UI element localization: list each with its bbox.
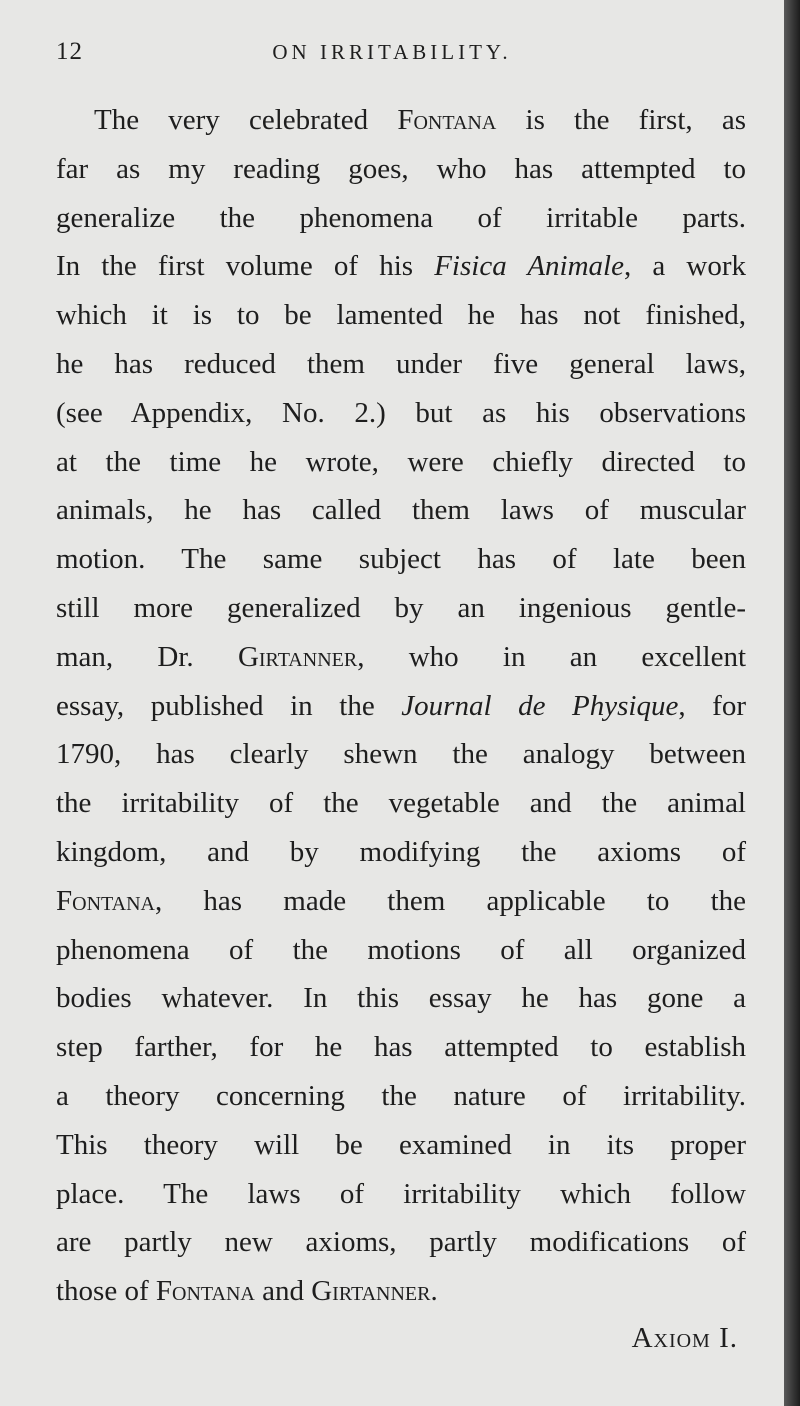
text-run: he has reduced them under five general laws, bbox=[56, 347, 746, 380]
text-line bbox=[56, 535, 746, 584]
text-run: still more generalized by an ingenious gentle- bbox=[56, 591, 746, 624]
text-line bbox=[56, 1218, 746, 1267]
text-run: 1790, has clearly shewn the analogy between bbox=[56, 738, 746, 771]
text-line bbox=[56, 1170, 746, 1219]
text-run: a theory concerning the nature of irritability. bbox=[56, 1079, 746, 1112]
text-run: place. The laws of irritability which follow bbox=[56, 1177, 746, 1210]
text-line bbox=[56, 1072, 746, 1121]
text-run: and bbox=[254, 1275, 312, 1308]
text-line bbox=[56, 633, 746, 682]
text-run: the irritability of the vegetable and the animal bbox=[56, 787, 746, 820]
text-line bbox=[56, 486, 746, 535]
body-paragraph bbox=[56, 96, 746, 1316]
text-run: is the first, as bbox=[496, 104, 746, 136]
text-line bbox=[56, 877, 746, 926]
text-run: phenomena of the motions of all organized bbox=[56, 933, 746, 966]
small-caps-name: Girtanner bbox=[237, 640, 358, 673]
text-line bbox=[56, 584, 746, 633]
text-run: essay, published in the bbox=[56, 689, 402, 722]
text-line bbox=[56, 291, 746, 340]
text-run: which it is to be lamented he has not finished, bbox=[56, 299, 746, 332]
text-run: bodies whatever. In this essay he has gone a bbox=[56, 982, 746, 1015]
running-title: ON IRRITABILITY. bbox=[272, 40, 512, 64]
text-line bbox=[56, 1267, 746, 1316]
text-line bbox=[56, 340, 746, 389]
text-run: generalize the phenomena of irritable parts. bbox=[56, 201, 746, 234]
text-run: step farther, for he has attempted to establish bbox=[56, 1031, 746, 1064]
text-run: motion. The same subject has of late been bbox=[56, 543, 746, 576]
italic-title: Journal de Physique bbox=[401, 689, 679, 722]
catchword: Axiom I. bbox=[631, 1322, 738, 1354]
text-line bbox=[56, 1023, 746, 1072]
text-run: are partly new axioms, partly modifications of bbox=[56, 1226, 746, 1259]
small-caps-name: Fontana bbox=[155, 1275, 255, 1308]
text-line bbox=[56, 730, 746, 779]
text-line bbox=[56, 145, 746, 194]
page-edge-shadow bbox=[784, 0, 800, 1406]
text-run: The very celebrated bbox=[94, 104, 398, 136]
text-run: man, Dr. bbox=[56, 640, 238, 673]
text-line bbox=[56, 682, 746, 731]
text-run: , who in an excellent bbox=[357, 640, 747, 673]
italic-title: Fisica Animale bbox=[434, 250, 624, 283]
text-run: . bbox=[430, 1275, 438, 1308]
text-line bbox=[56, 974, 746, 1023]
text-run: , a work bbox=[623, 250, 746, 283]
page-number: 12 bbox=[56, 38, 83, 65]
text-run: (see Appendix, No. 2.) but as his observations bbox=[56, 396, 746, 429]
small-caps-name: Girtanner bbox=[311, 1275, 431, 1308]
text-line bbox=[56, 194, 746, 243]
text-run: , for bbox=[678, 689, 746, 722]
text-run: , has made them applicable to the bbox=[154, 884, 746, 917]
text-line bbox=[56, 1121, 746, 1170]
small-caps-name: Fontana bbox=[56, 884, 155, 917]
text-line bbox=[56, 242, 746, 291]
text-run: kingdom, and by modifying the axioms of bbox=[56, 835, 746, 868]
text-line bbox=[56, 96, 746, 145]
small-caps-name: Fontana bbox=[397, 104, 497, 136]
text-run: In the first volume of his bbox=[56, 250, 435, 283]
text-run: animals, he has called them laws of muscular bbox=[56, 494, 746, 527]
text-run: those of bbox=[56, 1275, 156, 1308]
text-line bbox=[56, 438, 746, 487]
text-run: This theory will be examined in its proper bbox=[56, 1128, 746, 1161]
text-run: at the time he wrote, were chiefly directed to bbox=[56, 445, 746, 478]
text-line bbox=[56, 389, 746, 438]
text-line bbox=[56, 828, 746, 877]
text-run: far as my reading goes, who has attempted to bbox=[56, 152, 746, 185]
text-line bbox=[56, 779, 746, 828]
text-line bbox=[56, 926, 746, 975]
